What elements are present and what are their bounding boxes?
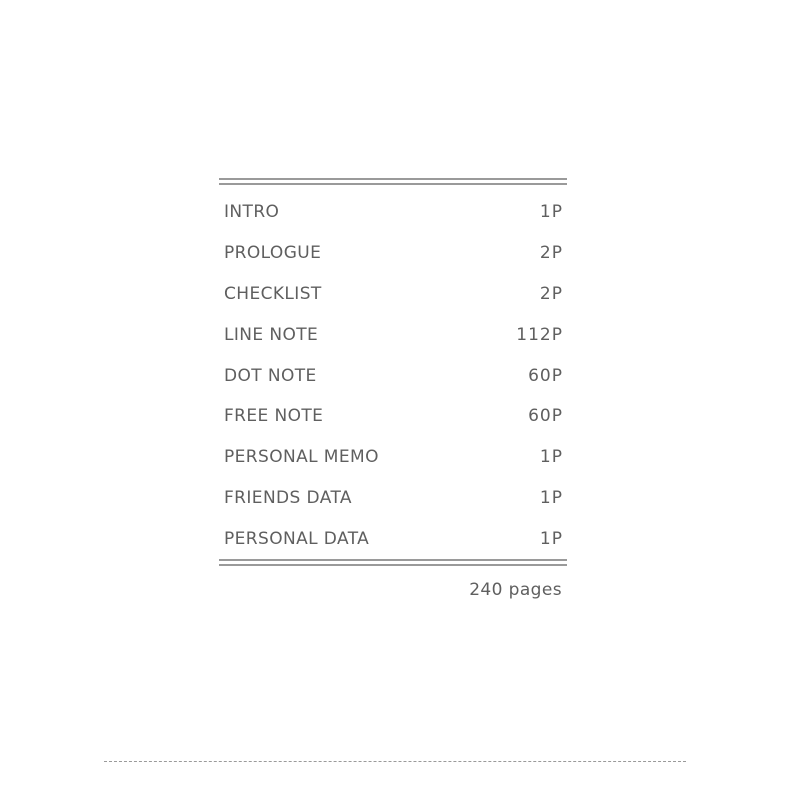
item-pages: 1P (539, 447, 563, 468)
toc-rows (219, 186, 567, 559)
bottom-double-rule (219, 559, 567, 567)
list-item (219, 396, 567, 437)
table-of-contents (219, 178, 567, 600)
list-item (219, 233, 567, 274)
item-label: INTRO (224, 202, 280, 223)
list-item (219, 518, 567, 559)
top-double-rule (219, 178, 567, 186)
item-label: DOT NOTE (224, 365, 317, 386)
item-label: PERSONAL MEMO (224, 447, 379, 468)
list-item (219, 314, 567, 355)
item-label: LINE NOTE (224, 324, 319, 345)
list-item (219, 355, 567, 396)
item-pages: 112P (516, 324, 563, 345)
item-label: PROLOGUE (224, 243, 322, 264)
item-label: FRIENDS DATA (224, 487, 352, 508)
list-item (219, 192, 567, 233)
item-pages: 60P (528, 406, 563, 427)
item-pages: 1P (539, 202, 563, 223)
total-pages: 240 pages (469, 580, 562, 601)
list-item (219, 274, 567, 315)
item-label: FREE NOTE (224, 406, 324, 427)
item-pages: 1P (539, 528, 563, 549)
item-pages: 2P (539, 283, 563, 304)
item-pages: 2P (539, 243, 563, 264)
list-item (219, 478, 567, 519)
item-label: PERSONAL DATA (224, 528, 370, 549)
list-item (219, 437, 567, 478)
dashed-divider (104, 761, 686, 762)
item-pages: 1P (539, 487, 563, 508)
item-pages: 60P (528, 365, 563, 386)
item-label: CHECKLIST (224, 283, 322, 304)
